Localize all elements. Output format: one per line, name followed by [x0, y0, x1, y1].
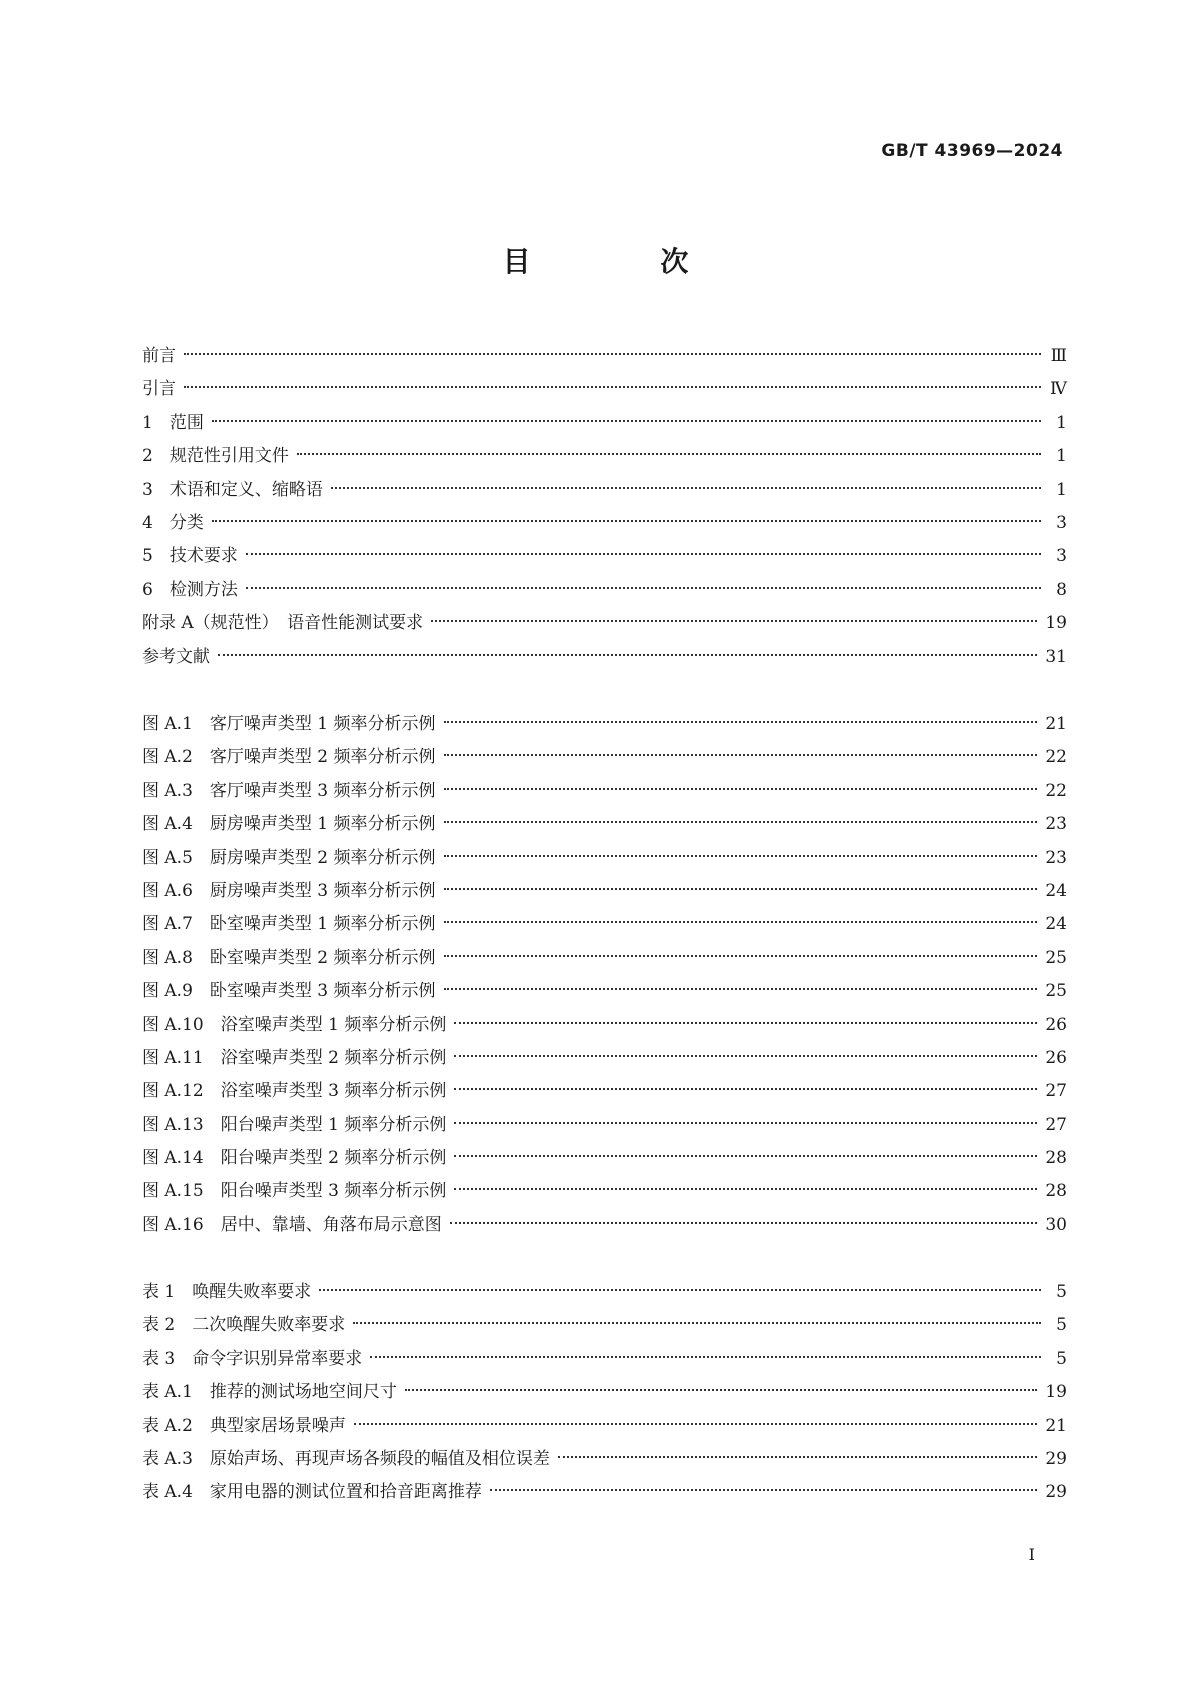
figure-entry[interactable]: [142, 875, 1067, 908]
toc-entry-page: 1: [1056, 446, 1067, 467]
toc-entry-label: 表 2 二次唤醒失败率要求: [142, 1315, 346, 1336]
toc-entry-page: 21: [1045, 1415, 1067, 1436]
toc-entry-page: 31: [1045, 646, 1067, 667]
toc-entry-label: 图 A.6 厨房噪声类型 3 频率分析示例: [142, 880, 436, 901]
toc-entry-label: 图 A.8 卧室噪声类型 2 频率分析示例: [142, 947, 436, 968]
figure-entry[interactable]: [142, 1209, 1067, 1242]
toc-entry-label: 参考文献: [142, 646, 210, 667]
toc-entry-label: 图 A.15 阳台噪声类型 3 频率分析示例: [142, 1181, 447, 1202]
toc-entry-page: 5: [1056, 1315, 1067, 1336]
toc-entry-page: 30: [1045, 1214, 1067, 1235]
dot-leader: [444, 820, 1038, 823]
toc-entry-label: 图 A.10 浴室噪声类型 1 频率分析示例: [142, 1014, 447, 1035]
toc-entry-label: 3 术语和定义、缩略语: [142, 479, 323, 500]
figure-entry[interactable]: [142, 1142, 1067, 1175]
page-title: 目 次: [502, 245, 749, 278]
dot-leader: [431, 619, 1037, 622]
table-entry[interactable]: [142, 1443, 1067, 1476]
dot-leader: [444, 954, 1038, 957]
toc-entry-label: 引言: [142, 379, 176, 400]
toc-entry-page: 19: [1045, 1382, 1067, 1403]
dot-leader: [558, 1455, 1037, 1458]
toc-entry-page: 22: [1045, 780, 1067, 801]
toc-entry[interactable]: [142, 641, 1067, 674]
table-entry[interactable]: [142, 1476, 1067, 1509]
toc-entry-label: 表 A.2 典型家居场景噪声: [142, 1415, 346, 1436]
toc-entry-page: 29: [1045, 1448, 1067, 1469]
standard-number: GB/T 43969—2024: [881, 141, 1063, 161]
toc-entry-page: 5: [1056, 1282, 1067, 1302]
dot-leader: [454, 1154, 1037, 1157]
figure-entry[interactable]: [142, 808, 1067, 841]
figure-entry[interactable]: [142, 842, 1067, 875]
dot-leader: [331, 486, 1041, 489]
table-entry[interactable]: [142, 1309, 1067, 1342]
toc-entry-label: 图 A.14 阳台噪声类型 2 频率分析示例: [142, 1148, 447, 1169]
toc-entry[interactable]: [142, 540, 1067, 573]
toc-entry-page: 28: [1045, 1181, 1067, 1202]
toc-entry-label: 图 A.13 阳台噪声类型 1 频率分析示例: [142, 1114, 447, 1135]
table-entry[interactable]: [142, 1343, 1067, 1376]
toc-entry-label: 图 A.1 客厅噪声类型 1 频率分析示例: [142, 714, 436, 734]
toc-entry-page: 22: [1045, 747, 1067, 768]
toc-entry-label: 表 1 唤醒失败率要求: [142, 1282, 312, 1302]
dot-leader: [354, 1422, 1037, 1425]
figure-entry[interactable]: [142, 975, 1067, 1008]
toc-entry-page: 1: [1056, 479, 1067, 500]
dot-leader: [454, 1054, 1037, 1057]
figure-entry[interactable]: [142, 1175, 1067, 1208]
toc-entry-page: 5: [1056, 1348, 1067, 1369]
toc-entry-label: 6 检测方法: [142, 579, 238, 600]
toc-entry[interactable]: [142, 574, 1067, 607]
figure-entry[interactable]: [142, 775, 1067, 808]
toc-entry-label: 表 A.3 原始声场、再现声场各频段的幅值及相位误差: [142, 1448, 550, 1469]
toc-entry-label: 图 A.7 卧室噪声类型 1 频率分析示例: [142, 914, 436, 935]
dot-leader: [405, 1388, 1037, 1391]
toc-entry-page: 26: [1045, 1014, 1067, 1035]
page-number: I: [1028, 1545, 1035, 1564]
toc-entry-page: 25: [1045, 981, 1067, 1002]
toc-entry-page: 23: [1045, 814, 1067, 835]
dot-leader: [444, 887, 1038, 890]
toc-entry-label: 5 技术要求: [142, 546, 238, 567]
figures-list: [142, 708, 1067, 1242]
toc-entry-label: 图 A.16 居中、靠墙、角落布局示意图: [142, 1214, 442, 1235]
toc-entry-page: 1: [1056, 412, 1067, 433]
toc-entry-label: 图 A.4 厨房噪声类型 1 频率分析示例: [142, 814, 436, 835]
toc-entry-label: 图 A.12 浴室噪声类型 3 频率分析示例: [142, 1081, 447, 1102]
toc-entry-label: 表 3 命令字识别异常率要求: [142, 1348, 363, 1369]
figure-entry[interactable]: [142, 1075, 1067, 1108]
toc-entry-page: 19: [1045, 613, 1067, 634]
toc-entry[interactable]: [142, 340, 1067, 373]
dot-leader: [450, 1221, 1038, 1224]
figure-entry[interactable]: [142, 942, 1067, 975]
toc-entry-page: 26: [1045, 1047, 1067, 1068]
toc-entry-page: 29: [1045, 1482, 1067, 1503]
toc-entry-label: 2 规范性引用文件: [142, 446, 289, 467]
toc-entry-label: 图 A.9 卧室噪声类型 3 频率分析示例: [142, 981, 436, 1002]
dot-leader: [444, 787, 1038, 790]
toc-entry-page: 27: [1045, 1081, 1067, 1102]
figure-entry[interactable]: [142, 1009, 1067, 1042]
toc-entry-page: 28: [1045, 1148, 1067, 1169]
dot-leader: [212, 419, 1041, 422]
table-entry[interactable]: [142, 1410, 1067, 1443]
dot-leader: [454, 1087, 1037, 1090]
toc-entry-label: 图 A.11 浴室噪声类型 2 频率分析示例: [142, 1047, 447, 1068]
dot-leader: [444, 987, 1038, 990]
toc-entry-page: 24: [1045, 880, 1067, 901]
dot-leader: [353, 1321, 1041, 1324]
dot-leader: [444, 854, 1038, 857]
dot-leader: [444, 720, 1038, 723]
figure-entry[interactable]: [142, 1109, 1067, 1142]
toc-entry-label: 图 A.2 客厅噪声类型 2 频率分析示例: [142, 747, 436, 768]
toc-entry-label: 表 A.1 推荐的测试场地空间尺寸: [142, 1382, 397, 1403]
toc-entry-page: 23: [1045, 847, 1067, 868]
dot-leader: [212, 519, 1041, 522]
table-entry[interactable]: [142, 1376, 1067, 1409]
toc-entry-page: 24: [1045, 914, 1067, 935]
toc-entry-label: 图 A.3 客厅噪声类型 3 频率分析示例: [142, 780, 436, 801]
dot-leader: [246, 586, 1041, 589]
table-entry[interactable]: [142, 1276, 1067, 1309]
dot-leader: [444, 920, 1038, 923]
toc-entry[interactable]: [142, 373, 1067, 406]
dot-leader: [246, 552, 1041, 555]
dot-leader: [454, 1187, 1037, 1190]
dot-leader: [370, 1355, 1041, 1358]
toc-entry-label: 4 分类: [142, 512, 204, 533]
toc-entry[interactable]: [142, 407, 1067, 440]
toc-entry-page: 3: [1056, 546, 1067, 567]
toc-entry-page: Ⅲ: [1050, 346, 1067, 366]
toc-entry-page: 3: [1056, 512, 1067, 533]
toc-entry[interactable]: [142, 474, 1067, 507]
toc-entry-page: 21: [1045, 714, 1067, 734]
toc-entry[interactable]: [142, 607, 1067, 640]
figure-entry[interactable]: [142, 708, 1067, 741]
dot-leader: [184, 352, 1041, 355]
toc-entry-label: 附录 A（规范性） 语音性能测试要求: [142, 613, 424, 634]
dot-leader: [297, 452, 1041, 455]
toc-entry-label: 1 范围: [142, 412, 204, 433]
figure-entry[interactable]: [142, 1042, 1067, 1075]
dot-leader: [454, 1021, 1037, 1024]
dot-leader: [444, 753, 1038, 756]
contents-list: [142, 340, 1067, 674]
toc-entry-label: 前言: [142, 346, 176, 366]
toc-entry-page: 8: [1056, 579, 1067, 600]
dot-leader: [184, 385, 1041, 388]
toc-entry-label: 图 A.5 厨房噪声类型 2 频率分析示例: [142, 847, 436, 868]
dot-leader: [490, 1488, 1037, 1491]
figure-entry[interactable]: [142, 741, 1067, 774]
dot-leader: [454, 1121, 1037, 1124]
dot-leader: [218, 653, 1037, 656]
figure-entry[interactable]: [142, 908, 1067, 941]
toc-entry-page: 27: [1045, 1114, 1067, 1135]
toc-entry[interactable]: [142, 507, 1067, 540]
toc-entry-page: 25: [1045, 947, 1067, 968]
tables-list: [142, 1276, 1067, 1510]
dot-leader: [319, 1288, 1041, 1291]
toc-entry-page: Ⅳ: [1050, 379, 1067, 400]
toc-entry[interactable]: [142, 440, 1067, 473]
toc-entry-label: 表 A.4 家用电器的测试位置和拾音距离推荐: [142, 1482, 482, 1503]
